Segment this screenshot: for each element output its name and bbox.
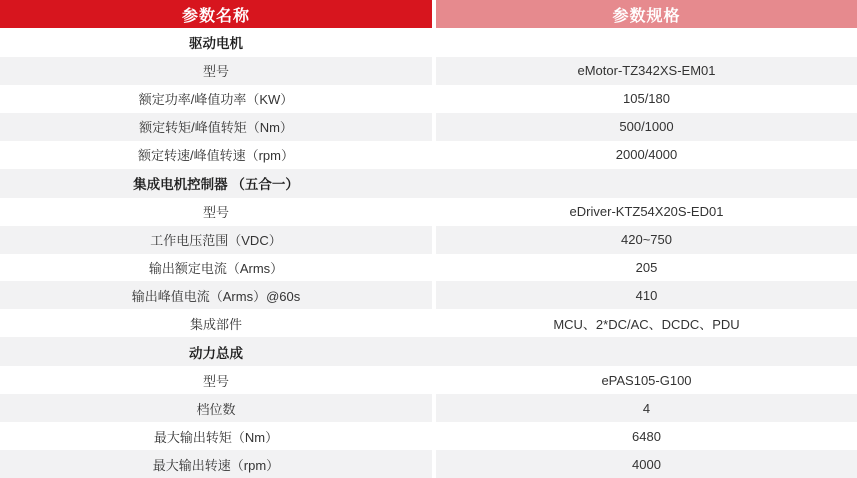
param-value-cell: ePAS105-G100 [436,366,857,394]
param-name-cell: 额定功率/峰值功率（KW） [0,85,432,113]
param-name-cell: 集成部件 [0,309,432,337]
param-value-cell: 4 [436,394,857,422]
table-row [0,113,857,141]
param-name-cell: 额定转矩/峰值转矩（Nm） [0,113,432,141]
section-title: 驱动电机 [0,28,432,57]
param-value-cell: eDriver-KTZ54X20S-ED01 [436,198,857,226]
param-value-cell: MCU、2*DC/AC、DCDC、PDU [436,309,857,337]
param-value-cell: 105/180 [436,85,857,113]
param-value-cell: 410 [436,281,857,309]
param-value-cell: 2000/4000 [436,141,857,169]
section-row [0,28,857,57]
table-row [0,309,857,337]
table-header-row [0,0,857,28]
section-row [0,169,857,198]
param-name-cell: 输出峰值电流（Arms）@60s [0,281,432,309]
param-value-cell: 205 [436,254,857,282]
param-value-cell: 420~750 [436,226,857,254]
table-row [0,450,857,478]
param-name-cell: 最大输出转矩（Nm） [0,422,432,450]
param-name-cell: 档位数 [0,394,432,422]
table-row [0,57,857,85]
param-name-cell: 工作电压范围（VDC） [0,226,432,254]
header-parameter-spec: 参数规格 [436,0,857,28]
table-row [0,281,857,309]
section-row [0,337,857,366]
table-row [0,85,857,113]
table-row [0,254,857,282]
param-name-cell: 额定转速/峰值转速（rpm） [0,141,432,169]
section-spacer [436,28,857,57]
param-name-cell: 最大输出转速（rpm） [0,450,432,478]
table-row [0,141,857,169]
param-value-cell: 4000 [436,450,857,478]
param-name-cell: 型号 [0,198,432,226]
table-row [0,366,857,394]
table-row [0,226,857,254]
param-name-cell: 型号 [0,57,432,85]
table-row [0,422,857,450]
section-title: 动力总成 [0,337,432,366]
table-body [0,28,857,478]
section-spacer [436,337,857,366]
section-spacer [436,169,857,198]
table-row [0,394,857,422]
param-value-cell: 500/1000 [436,113,857,141]
param-value-cell: eMotor-TZ342XS-EM01 [436,57,857,85]
param-value-cell: 6480 [436,422,857,450]
param-name-cell: 型号 [0,366,432,394]
section-title: 集成电机控制器 （五合一） [0,169,432,198]
param-name-cell: 输出额定电流（Arms） [0,254,432,282]
table-row [0,198,857,226]
header-parameter-name: 参数名称 [0,0,432,28]
